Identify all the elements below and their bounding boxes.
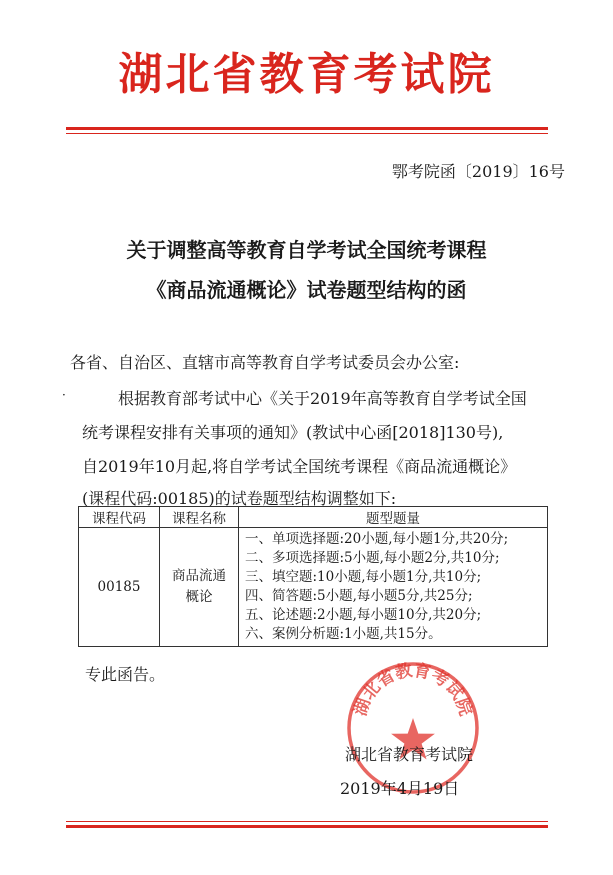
body-line-1: 根据教育部考试中心《关于2019年高等教育自学考试全国 <box>118 389 527 408</box>
question-types-cell <box>239 528 548 647</box>
question-type-item: 六、案例分析题:1小题,共15分。 <box>245 626 442 642</box>
question-type-item: 三、填空题:10小题,每小题1分,共10分; <box>245 569 482 585</box>
course-name-line-2: 概论 <box>185 589 213 605</box>
header-red-rule-thin <box>66 133 548 134</box>
body-line-2: 统考课程安排有关事项的通知》(教试中心函[2018]130号), <box>82 423 504 442</box>
exam-structure-table <box>78 506 548 647</box>
document-number: 鄂考院函〔2019〕16号 <box>391 162 565 181</box>
footer-red-rule-thick <box>66 825 548 828</box>
institution-header: 湖北省教育考试院 <box>118 49 495 100</box>
course-code-cell: 00185 <box>79 528 160 647</box>
signature-date: 2019年4月19日 <box>340 779 460 798</box>
question-type-item: 一、单项选择题:20小题,每小题1分,共20分; <box>245 531 509 547</box>
table-header-row <box>79 507 548 528</box>
document-title-line-1: 关于调整高等教育自学考试全国统考课程 <box>126 238 487 262</box>
seal-text: 湖北省教育考试院 <box>350 660 476 719</box>
header-course-name: 课程名称 <box>160 507 239 528</box>
document-title-line-2: 《商品流通概论》试卷题型结构的函 <box>146 278 467 302</box>
footer-red-rule <box>66 821 548 822</box>
header-course-code: 课程代码 <box>79 507 160 528</box>
body-line-4: (课程代码:00185)的试卷题型结构调整如下: <box>82 489 397 508</box>
course-name-line-1: 商品流通 <box>172 568 226 584</box>
body-line-3: 自2019年10月起,将自学考试全国统考课程《商品流通概论》 <box>82 457 517 476</box>
svg-text:湖北省教育考试院 <box>350 660 477 719</box>
stray-mark: · <box>62 388 66 402</box>
closing-line: 专此函告。 <box>85 665 166 684</box>
header-question-types: 题型题量 <box>239 507 548 528</box>
table-row <box>79 528 548 647</box>
header-red-rule <box>66 127 548 130</box>
question-type-item: 四、简答题:5小题,每小题5分,共25分; <box>245 588 473 604</box>
course-name-cell <box>160 528 239 647</box>
question-type-item: 五、论述题:2小题,每小题10分,共20分; <box>245 607 482 623</box>
addressee: 各省、自治区、直辖市高等教育自学考试委员会办公室: <box>70 353 460 372</box>
question-type-item: 二、多项选择题:5小题,每小题2分,共10分; <box>245 550 500 566</box>
signature-name: 湖北省教育考试院 <box>345 745 474 764</box>
